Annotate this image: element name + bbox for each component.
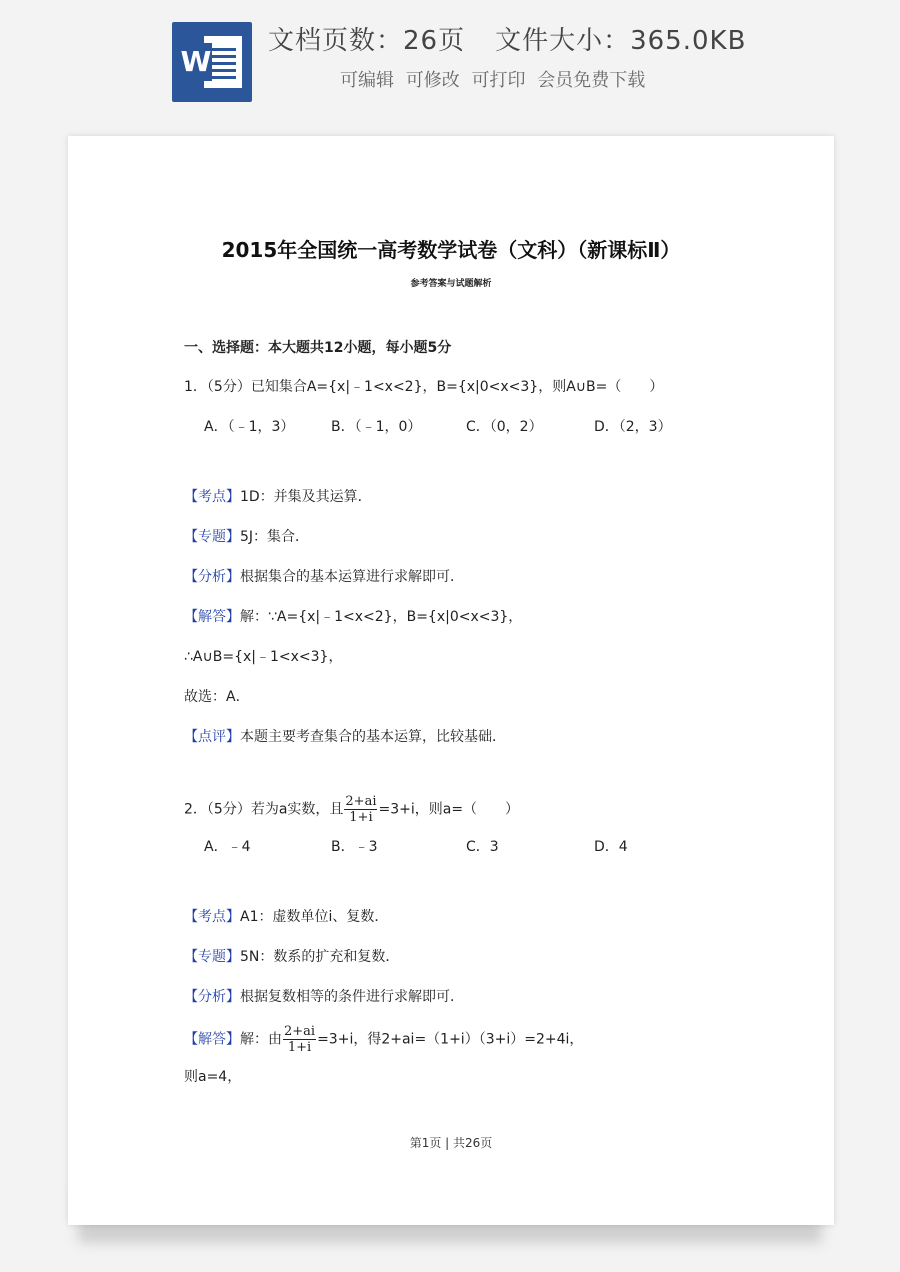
q2-zhuanti-text: 5N：数系的扩充和复数． (240, 949, 400, 965)
q2-zhuanti (184, 947, 399, 967)
feature-list (340, 66, 645, 92)
q1-zhuanti-text: 5J：集合． (240, 529, 310, 545)
q1-jieda-text: 解：∵A={x|﹣1<x<2}，B={x|0<x<3}， (240, 609, 523, 625)
q1-jieda-line2: ∴A∪B={x|﹣1<x<3}， (184, 649, 343, 665)
q2-option-b: B．﹣3 (331, 839, 378, 855)
q2-option-d: D．4 (594, 839, 628, 855)
q1-dianping-text: 本题主要考查集合的基本运算，比较基础． (240, 729, 506, 745)
q2-kaodian-text: A1：虚数单位i、复数． (240, 909, 389, 925)
document-subtitle: 参考答案与试题解析 (410, 279, 492, 289)
q1-dianping (184, 727, 506, 747)
feature-member-download: 会员免费下载 (537, 70, 646, 91)
q1-kaodian-text: 1D：并集及其运算． (240, 489, 372, 505)
word-document-icon (172, 22, 252, 102)
q2-jieda-fraction (283, 1024, 316, 1055)
q2-jieda (184, 1024, 583, 1055)
q2-fenxi-tag: 【分析】 (184, 989, 240, 1005)
q1-option-a: A．（﹣1，3） (204, 419, 295, 435)
document-page (68, 136, 834, 1225)
feature-printable: 可打印 (471, 70, 526, 91)
q2-fraction-denominator: 1+i (349, 810, 373, 825)
q2-fenxi (184, 987, 464, 1007)
document-title: 2015年全国统一高考数学试卷（文科）（新课标Ⅱ） (221, 238, 681, 262)
feature-editable: 可编辑 (340, 70, 394, 91)
q1-zhuanti (184, 527, 309, 547)
q2-fraction-numerator: 2+ai (345, 794, 377, 809)
feature-modifiable: 可修改 (405, 70, 460, 91)
download-banner (0, 0, 900, 120)
q2-fraction (344, 794, 377, 825)
q2-jieda-line2: 则a=4， (184, 1069, 242, 1085)
q2-option-c: C．3 (466, 839, 499, 855)
q2-stem-post: =3+i，则a=（ ） (378, 801, 520, 818)
q1-option-b: B．（﹣1，0） (331, 419, 422, 435)
q2-fenxi-text: 根据复数相等的条件进行求解即可． (240, 989, 464, 1005)
q2-kaodian-tag: 【考点】 (184, 909, 240, 925)
word-logo-letter: W (180, 43, 212, 81)
q2-stem-pre: 2．（5分）若为a实数，且 (184, 801, 344, 818)
q2-jieda-fraction-numerator: 2+ai (284, 1024, 316, 1039)
q2-zhuanti-tag: 【专题】 (184, 949, 240, 965)
q2-stem (184, 794, 519, 825)
q1-jieda-line3: 故选：A． (184, 689, 250, 705)
q2-jieda-tag: 【解答】 (184, 1031, 240, 1048)
q1-stem: 1．（5分）已知集合A={x|﹣1<x<2}，B={x|0<x<3}，则A∪B=（ ） (184, 379, 664, 395)
section-heading: 一、选择题：本大题共12小题，每小题5分 (184, 340, 452, 356)
file-size-label: 文件大小：365.0KB (495, 26, 747, 56)
page-count-label: 文档页数：26页 (268, 26, 466, 56)
q1-fenxi-tag: 【分析】 (184, 569, 240, 585)
q2-option-a: A．﹣4 (204, 839, 251, 855)
q1-jieda-tag: 【解答】 (184, 609, 240, 625)
q2-kaodian (184, 907, 388, 927)
q2-jieda-post: =3+i，得2+ai=（1+i）（3+i）=2+4i， (317, 1031, 584, 1048)
q1-dianping-tag: 【点评】 (184, 729, 240, 745)
q1-fenxi-text: 根据集合的基本运算进行求解即可． (240, 569, 464, 585)
q2-jieda-fraction-denominator: 1+i (287, 1040, 312, 1055)
q1-zhuanti-tag: 【专题】 (184, 529, 240, 545)
q1-kaodian (184, 487, 372, 507)
file-info (268, 20, 746, 57)
q1-jieda (184, 607, 522, 627)
q1-fenxi (184, 567, 464, 587)
q1-option-c: C．（0，2） (466, 419, 543, 435)
q1-option-d: D．（2，3） (594, 419, 672, 435)
q2-jieda-pre: 解：由 (240, 1031, 282, 1048)
page-footer: 第1页 | 共26页 (409, 1136, 493, 1150)
q1-kaodian-tag: 【考点】 (184, 489, 240, 505)
